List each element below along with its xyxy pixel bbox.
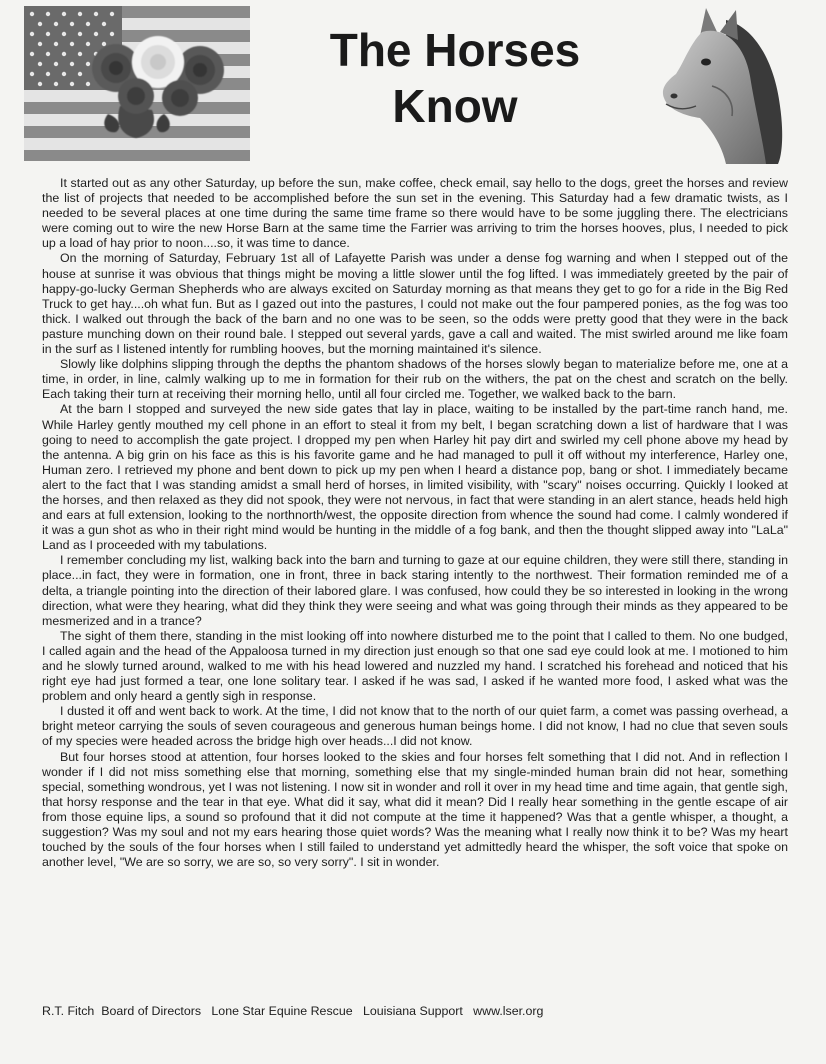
footer-region: Louisiana Support (362, 1004, 463, 1018)
footer-url: www.lser.org (473, 1004, 544, 1018)
page-header (0, 0, 826, 172)
american-flag-with-roses-image (24, 6, 250, 161)
horse-head-image (656, 6, 786, 166)
page-title (270, 22, 640, 134)
paragraph: I dusted it off and went back to work. At the time, I did not know that to the north of our quiet farm, a comet was passing overhead, a bright meteor carrying the souls of seven courageous and generous human beings home. I did not know, I had no clue that seven souls of my species were headed across the bridge high over heads...I did not know. (42, 704, 788, 749)
paragraph: But four horses stood at attention, four horses looked to the skies and four horses felt something that I did not. And in reflection I wonder if I did not miss something else that morning, something else that my single-minded human brain did not hear, something special, something wondrous, yet I was not listening. I now sit in wonder and roll it over in my head time and time again, that gentle sigh, that horsy response and the tear in that eye. What did it say, what did it mean? Did I really hear something in the gentle escape of air from those equine lips, a sound so profound that it did not compute at the time it happened? Was that a gentle whisper, a thought, a suggestion? Was my soul and not my ears hearing those quiet words? Was the meaning what I really now think it to be? Was my heart touched by the souls of the four horses when I still failed to understand yet admittedly heard the whisper, the soft voice that spoke on another level, "We are so sorry, we are so, so very sorry". I sit in wonder. (42, 749, 788, 870)
title-line-2: Know (392, 80, 518, 132)
paragraph: At the barn I stopped and surveyed the new side gates that lay in place, waiting to be installed by the part-time ranch hand, me. While Harley gently mouthed my cell phone in an effort to steal it from my belt, I began scratching down a list of hardware that I was going to need to accomplish the gate project. I dropped my pen when Harley hit pay dirt and swirled my cell phone above my head by the antenna. A big grin on his face as this is his favorite game and he had managed to pull it off without my interference, Harley one, Human zero. I retrieved my phone and bent down to pick up my pen when I heard a distance pop, bang or shot. I immediately became alert to the fact that I was standing amidst a small herd of horses, in limited visibility, with "scary" noises occurring. Quickly I looked at the horses, and then relaxed as they did not spook, they were not nervous, in fact that were standing in an alert stance, heads held high and ears at full extension, looking to the northnorth/west, the opposite direction from whence the sound had come. I calmly wondered if it was a gun shot as who in their right mind would be hunting in the middle of a fog bank, and then the thought slipped away into "LaLa" Land as I proceeded with my tabulations. (42, 402, 788, 553)
footer-org: Lone Star Equine Rescue (211, 1004, 353, 1018)
paragraph: On the morning of Saturday, February 1st all of Lafayette Parish was under a dense fog warning and when I stepped out of the house at sunrise it was obvious that things might be moving a little slower until the fog lifted. I was immediately greeted by the pair of happy-go-lucky German Shepherds who are always excited on Saturday morning as that means they get to go for a ride in the Big Red Truck to get hay....oh what fun. But as I gazed out into the pastures, I could not make out the four pampered ponies, as the fog was too thick. I walked out through the back of the barn and no one was to be seen, so the odds were pretty good that they were in the back pasture munching down on their round bale. I stepped out several yards, gave a call and waited. The mist swirled around me like foam in the surf as I listened intently for rumbling hooves, but the morning maintained it's silence. (42, 251, 788, 357)
footer-byline (42, 1003, 788, 1019)
paragraph: I remember concluding my list, walking back into the barn and turning to gaze at our equine children, they were still there, standing in place...in fact, they were in formation, one in front, three in back staring intently to the northwest. Their formation reminded me of a delta, a triangle pointing into the direction of their labored glare. I was confused, how could they be so interested in looking in the wrong direction, what were they hearing, what did they think they were seeing and what was going through their minds as they appeared to be mesmerized and in a trance? (42, 553, 788, 628)
paragraph: The sight of them there, standing in the mist looking off into nowhere disturbed me to the point that I called to them. No one budged, I called again and the head of the Appaloosa turned in my direction just enough so that one sad eye could look at me. I motioned to him and he slowly turned around, walked to me with his head lowered and nuzzled my hand. I scratched his forehead and noticed that his right eye had just formed a tear, one lone solitary tear. I asked if he was sad, I asked if he wanted more food, I asked what was the problem and only heard a gently sigh in response. (42, 628, 788, 704)
paragraph: It started out as any other Saturday, up before the sun, make coffee, check email, say hello to the dogs, greet the horses and review the list of projects that needed to be accomplished before the sun set in the evening. This Saturday had a few dramatic twists, as I needed to be several places at one time during the same time frame so there would have to be some juggling there. The electricians were coming out to wire the new Horse Barn at the same time the Farrier was arriving to trim the horses hooves, plus, I needed to pick up a load of hay prior to noon....so, it was time to dance. (42, 176, 788, 251)
article-body (42, 176, 788, 870)
footer-role: Board of Directors (101, 1004, 202, 1018)
footer-author: R.T. Fitch (42, 1004, 95, 1018)
paragraph: Slowly like dolphins slipping through the depths the phantom shadows of the horses slowly began to materialize before me, one at a time, in order, in line, calmly walking up to me in formation for their rub on the withers, the pat on the chest and scratch on the belly. Each taking their turn at receiving their morning hello, until all four circled me. Together, we walked back to the barn. (42, 357, 788, 402)
title-line-1: The Horses (329, 24, 581, 76)
